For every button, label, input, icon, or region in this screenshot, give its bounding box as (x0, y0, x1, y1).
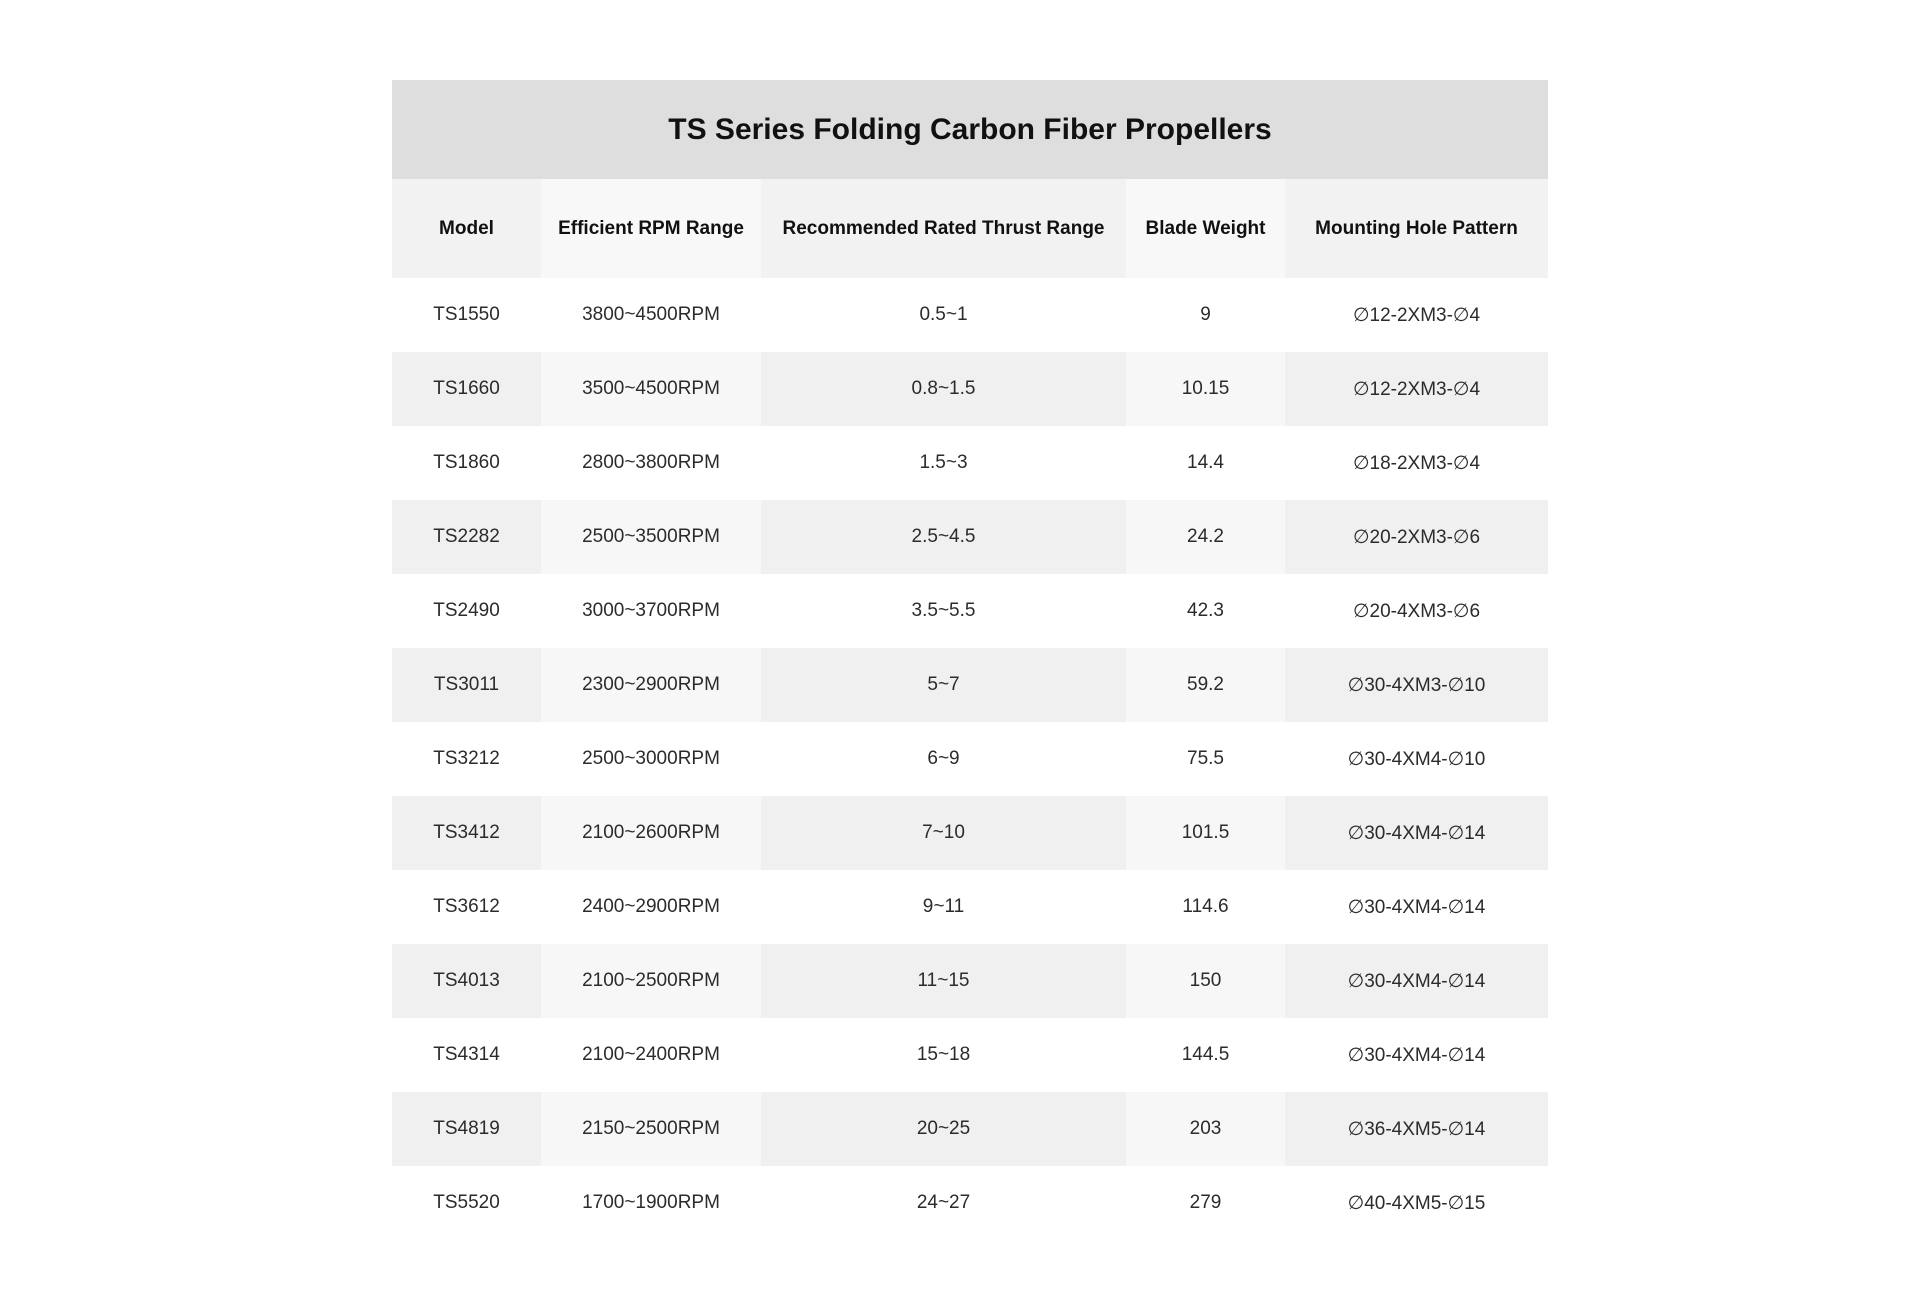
cell-mounting-pattern: ∅30-4XM4-∅14 (1285, 944, 1548, 1018)
table-row (392, 1018, 1548, 1092)
cell-blade-weight: 24.2 (1126, 500, 1285, 574)
cell-thrust-range: 2.5~4.5 (761, 500, 1126, 574)
header-mounting-pattern: Mounting Hole Pattern (1285, 179, 1548, 278)
cell-mounting-pattern: ∅36-4XM5-∅14 (1285, 1092, 1548, 1166)
cell-thrust-range: 3.5~5.5 (761, 574, 1126, 648)
cell-rpm-range: 2300~2900RPM (541, 648, 761, 722)
header-thrust-range: Recommended Rated Thrust Range (761, 179, 1126, 278)
cell-thrust-range: 1.5~3 (761, 426, 1126, 500)
cell-model: TS3412 (392, 796, 541, 870)
table-row (392, 1166, 1548, 1240)
table-row (392, 796, 1548, 870)
cell-thrust-range: 0.5~1 (761, 278, 1126, 352)
header-rpm-range: Efficient RPM Range (541, 179, 761, 278)
cell-rpm-range: 2800~3800RPM (541, 426, 761, 500)
table-row (392, 500, 1548, 574)
cell-rpm-range: 2100~2500RPM (541, 944, 761, 1018)
cell-mounting-pattern: ∅40-4XM5-∅15 (1285, 1166, 1548, 1240)
cell-mounting-pattern: ∅30-4XM4-∅14 (1285, 870, 1548, 944)
cell-rpm-range: 1700~1900RPM (541, 1166, 761, 1240)
cell-model: TS2490 (392, 574, 541, 648)
table-row (392, 426, 1548, 500)
table-row (392, 648, 1548, 722)
cell-blade-weight: 150 (1126, 944, 1285, 1018)
cell-rpm-range: 2150~2500RPM (541, 1092, 761, 1166)
cell-blade-weight: 9 (1126, 278, 1285, 352)
cell-blade-weight: 75.5 (1126, 722, 1285, 796)
cell-mounting-pattern: ∅30-4XM3-∅10 (1285, 648, 1548, 722)
table-row (392, 278, 1548, 352)
cell-thrust-range: 11~15 (761, 944, 1126, 1018)
cell-rpm-range: 2100~2400RPM (541, 1018, 761, 1092)
table-row (392, 944, 1548, 1018)
cell-blade-weight: 59.2 (1126, 648, 1285, 722)
cell-thrust-range: 7~10 (761, 796, 1126, 870)
cell-thrust-range: 24~27 (761, 1166, 1126, 1240)
cell-thrust-range: 6~9 (761, 722, 1126, 796)
cell-blade-weight: 279 (1126, 1166, 1285, 1240)
cell-mounting-pattern: ∅18-2XM3-∅4 (1285, 426, 1548, 500)
cell-rpm-range: 2500~3500RPM (541, 500, 761, 574)
header-model: Model (392, 179, 541, 278)
cell-thrust-range: 20~25 (761, 1092, 1126, 1166)
table-row (392, 870, 1548, 944)
cell-model: TS5520 (392, 1166, 541, 1240)
cell-model: TS1660 (392, 352, 541, 426)
cell-thrust-range: 15~18 (761, 1018, 1126, 1092)
cell-thrust-range: 5~7 (761, 648, 1126, 722)
cell-blade-weight: 203 (1126, 1092, 1285, 1166)
cell-blade-weight: 10.15 (1126, 352, 1285, 426)
cell-model: TS3212 (392, 722, 541, 796)
cell-rpm-range: 3500~4500RPM (541, 352, 761, 426)
cell-model: TS2282 (392, 500, 541, 574)
cell-model: TS1860 (392, 426, 541, 500)
cell-blade-weight: 101.5 (1126, 796, 1285, 870)
cell-rpm-range: 3800~4500RPM (541, 278, 761, 352)
cell-blade-weight: 114.6 (1126, 870, 1285, 944)
table-header-row (392, 179, 1548, 278)
cell-mounting-pattern: ∅12-2XM3-∅4 (1285, 278, 1548, 352)
cell-mounting-pattern: ∅20-2XM3-∅6 (1285, 500, 1548, 574)
cell-model: TS4819 (392, 1092, 541, 1166)
header-blade-weight: Blade Weight (1126, 179, 1285, 278)
table-body (392, 278, 1548, 1240)
cell-mounting-pattern: ∅30-4XM4-∅14 (1285, 1018, 1548, 1092)
cell-blade-weight: 144.5 (1126, 1018, 1285, 1092)
cell-mounting-pattern: ∅30-4XM4-∅10 (1285, 722, 1548, 796)
table-row (392, 574, 1548, 648)
cell-thrust-range: 9~11 (761, 870, 1126, 944)
cell-rpm-range: 3000~3700RPM (541, 574, 761, 648)
cell-model: TS4314 (392, 1018, 541, 1092)
cell-rpm-range: 2500~3000RPM (541, 722, 761, 796)
propeller-spec-table (392, 80, 1548, 1240)
cell-rpm-range: 2100~2600RPM (541, 796, 761, 870)
cell-mounting-pattern: ∅30-4XM4-∅14 (1285, 796, 1548, 870)
cell-model: TS3612 (392, 870, 541, 944)
table-title: TS Series Folding Carbon Fiber Propellers (392, 80, 1548, 179)
cell-mounting-pattern: ∅12-2XM3-∅4 (1285, 352, 1548, 426)
cell-mounting-pattern: ∅20-4XM3-∅6 (1285, 574, 1548, 648)
table-row (392, 722, 1548, 796)
cell-blade-weight: 42.3 (1126, 574, 1285, 648)
cell-model: TS1550 (392, 278, 541, 352)
table-row (392, 352, 1548, 426)
cell-blade-weight: 14.4 (1126, 426, 1285, 500)
table-row (392, 1092, 1548, 1166)
cell-model: TS3011 (392, 648, 541, 722)
cell-rpm-range: 2400~2900RPM (541, 870, 761, 944)
cell-model: TS4013 (392, 944, 541, 1018)
cell-thrust-range: 0.8~1.5 (761, 352, 1126, 426)
